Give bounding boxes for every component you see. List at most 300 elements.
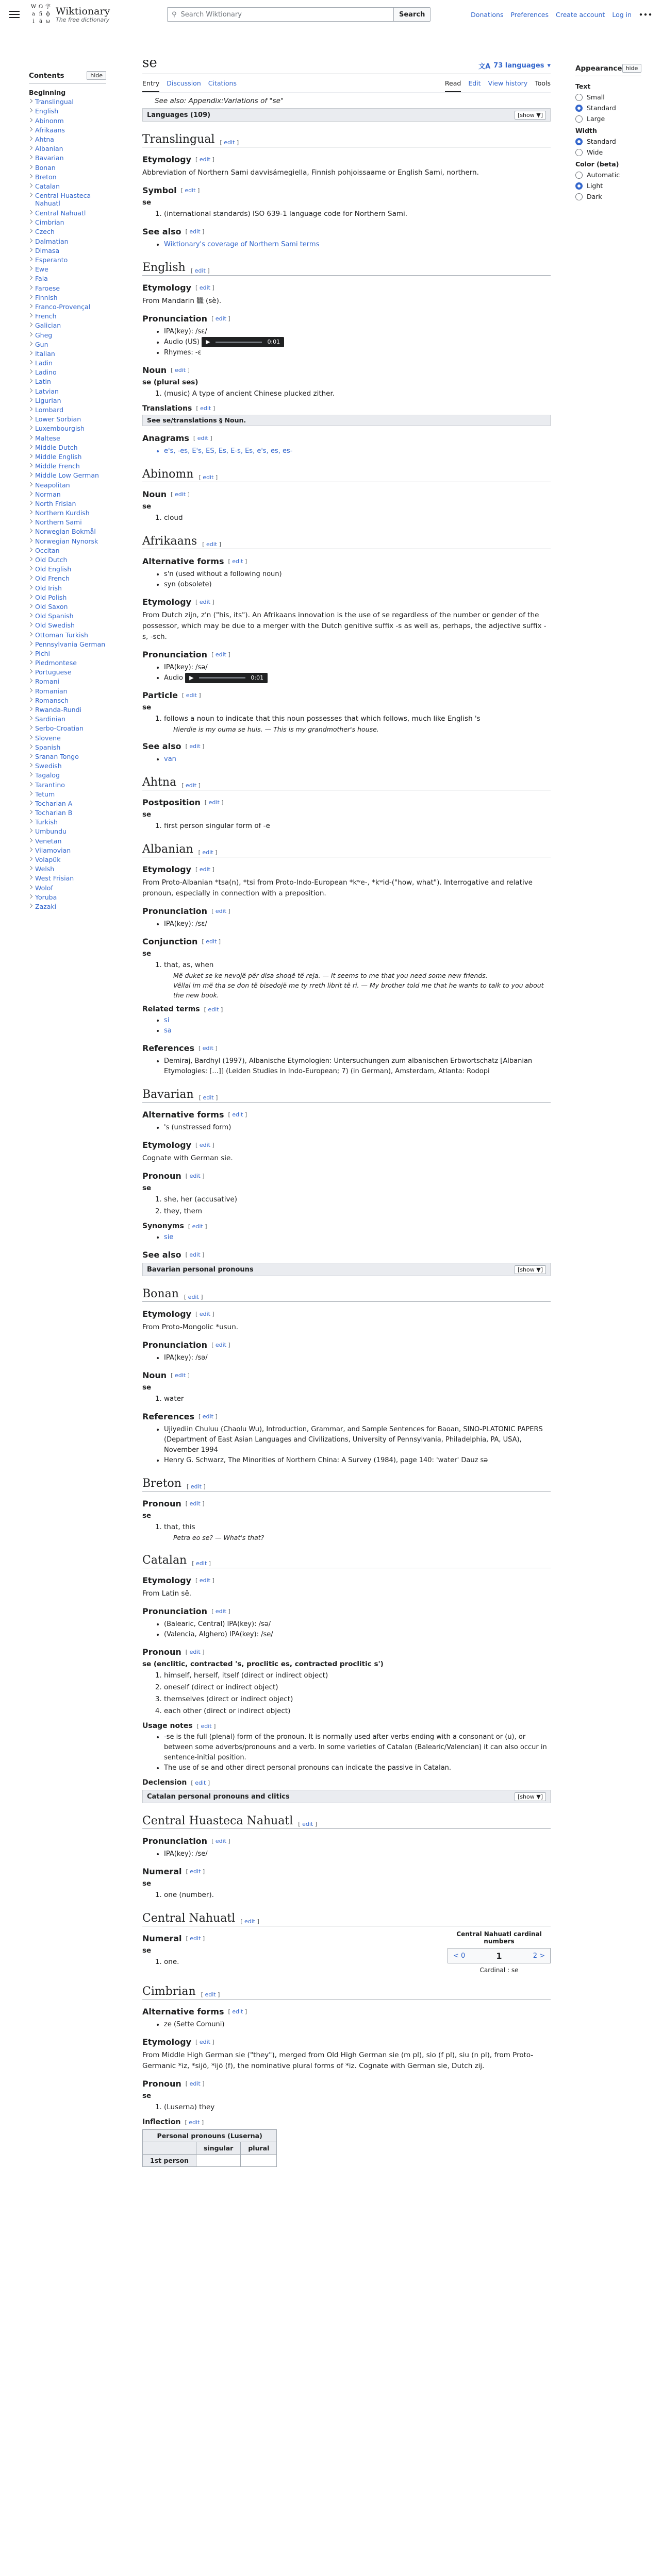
toc-item[interactable]: Latin [29, 378, 106, 387]
toc-item[interactable]: Lower Sorbian [29, 415, 106, 425]
toc-item[interactable]: Old Polish [29, 594, 106, 603]
heading: Translations [ edit ] [142, 404, 216, 413]
chevron-right-icon[interactable] [29, 219, 32, 224]
tab-tools[interactable]: Tools [535, 79, 551, 87]
edit-link[interactable]: edit [189, 1173, 201, 1179]
chevron-right-icon[interactable] [29, 725, 32, 730]
chevron-right-icon[interactable] [29, 332, 32, 336]
chevron-right-icon[interactable] [29, 445, 32, 449]
edit-link[interactable]: edit [189, 228, 201, 235]
tab-history[interactable]: View history [488, 79, 528, 87]
toc-item[interactable]: Luxembourgish [29, 425, 106, 434]
chevron-right-icon[interactable] [29, 828, 32, 833]
toc-item[interactable]: English [29, 107, 106, 116]
logo-glyph: ω [45, 19, 51, 24]
toc-item[interactable]: Spanish [29, 743, 106, 753]
edit-link[interactable]: edit [202, 1045, 213, 1052]
show-button[interactable]: [show ▼] [515, 1265, 546, 1274]
edit-link[interactable]: edit [302, 1821, 313, 1827]
toc-item[interactable]: French [29, 312, 106, 321]
alt-form: • s'n (used without a following noun) [164, 569, 551, 580]
toc-item[interactable]: Maltese [29, 434, 106, 444]
create-account-link[interactable]: Create account [556, 10, 605, 19]
toc-item[interactable]: Northern Kurdish [29, 509, 106, 518]
edit-link[interactable]: edit [208, 1006, 219, 1013]
chevron-right-icon[interactable] [29, 174, 32, 178]
toc-item[interactable]: Welsh [29, 865, 106, 874]
chevron-right-icon[interactable] [29, 193, 32, 197]
chevron-right-icon[interactable] [29, 229, 32, 233]
related-link[interactable]: sa [164, 1027, 172, 1035]
edit-link[interactable]: edit [224, 139, 235, 146]
edit-link[interactable]: edit [215, 1342, 226, 1348]
chevron-right-icon[interactable] [29, 210, 32, 214]
edit-link[interactable]: edit [199, 284, 210, 291]
chevron-right-icon[interactable] [29, 482, 32, 486]
toc-item[interactable]: Fala [29, 275, 106, 284]
play-icon[interactable]: ▶ [206, 338, 210, 345]
toc-item[interactable]: Tagalog [29, 771, 106, 781]
toc-item[interactable]: Pennsylvania German [29, 640, 106, 650]
toc-item[interactable]: Neapolitan [29, 481, 106, 490]
toc-item[interactable]: Zazaki [29, 903, 106, 912]
toc-item[interactable]: Dalmatian [29, 238, 106, 247]
search-placeholder: Search Wiktionary [180, 10, 242, 19]
chevron-right-icon[interactable] [29, 735, 32, 739]
toc-item[interactable]: Old English [29, 565, 106, 574]
edit-link[interactable]: edit [199, 1577, 210, 1584]
chevron-right-icon[interactable] [29, 137, 32, 141]
chevron-right-icon[interactable] [29, 155, 32, 159]
edit-link[interactable]: edit [199, 866, 210, 873]
chevron-right-icon[interactable] [29, 164, 32, 168]
toc-item[interactable]: Old Saxon [29, 603, 106, 612]
chevron-right-icon[interactable] [29, 819, 32, 823]
see-also-hatnote[interactable]: See also: Appendix:Variations of "se" [155, 97, 284, 105]
radio-icon[interactable] [575, 105, 583, 112]
toc-item[interactable]: Tetum [29, 790, 106, 800]
edit-link[interactable]: edit [199, 2039, 210, 2045]
chevron-right-icon[interactable] [29, 285, 32, 289]
site-logo[interactable] [30, 4, 154, 25]
toc-item[interactable]: Sranan Tongo [29, 753, 106, 762]
chevron-right-icon[interactable] [29, 248, 32, 252]
toc-item[interactable]: Middle Dutch [29, 444, 106, 453]
chevron-right-icon[interactable] [29, 632, 32, 636]
chevron-right-icon[interactable] [29, 548, 32, 552]
toc-item[interactable]: Romanian [29, 687, 106, 697]
language-selector[interactable] [478, 61, 551, 71]
edit-link[interactable]: edit [208, 799, 220, 806]
toc-item[interactable]: Romani [29, 677, 106, 687]
heading: Symbol [ edit ] [142, 185, 200, 195]
chevron-right-icon[interactable] [29, 435, 32, 439]
chevron-right-icon[interactable] [29, 698, 32, 702]
chevron-right-icon[interactable] [29, 146, 32, 150]
toc-item[interactable]: Finnish [29, 294, 106, 303]
chevron-right-icon[interactable] [29, 744, 32, 749]
toc-item[interactable]: Romansch [29, 697, 106, 706]
edit-link[interactable]: edit [200, 405, 211, 412]
chevron-right-icon[interactable] [29, 848, 32, 852]
edit-link[interactable]: edit [197, 434, 208, 442]
edit-link[interactable]: edit [205, 1991, 216, 1998]
toc-item[interactable]: Bavarian [29, 154, 106, 163]
chevron-right-icon[interactable] [29, 885, 32, 889]
heading: Numeral [ edit ] [142, 1934, 205, 1943]
chevron-right-icon[interactable] [29, 651, 32, 655]
toc-item[interactable]: Tocharian B [29, 809, 106, 818]
chevron-right-icon[interactable] [29, 323, 32, 327]
toc-item[interactable]: Pichi [29, 650, 106, 659]
chevron-right-icon[interactable] [29, 257, 32, 261]
toc-item[interactable]: Gun [29, 341, 106, 350]
toc-item[interactable]: Abinonm [29, 117, 106, 126]
radio-icon[interactable] [575, 94, 583, 101]
chevron-right-icon[interactable] [29, 772, 32, 776]
toc-item[interactable]: Rwanda-Rundi [29, 706, 106, 715]
toc-item[interactable]: Faroese [29, 284, 106, 294]
chevron-right-icon[interactable] [29, 857, 32, 861]
heading: Noun [ edit ] [142, 365, 190, 375]
chevron-right-icon[interactable] [29, 313, 32, 317]
toc-item[interactable]: Ewe [29, 265, 106, 275]
toc-item[interactable]: Afrikaans [29, 126, 106, 135]
toc-item[interactable]: Dimasa [29, 247, 106, 256]
toc-item[interactable]: Wolof [29, 884, 106, 893]
chevron-right-icon[interactable] [29, 304, 32, 308]
toc-item[interactable]: Old French [29, 574, 106, 584]
chevron-right-icon[interactable] [29, 566, 32, 570]
example: Më duket se ke nevojë për disa shoqë të reja. — It seems to me that you need some new friends. [173, 972, 488, 979]
see-also-link[interactable]: Wiktionary's coverage of Northern Sami terms [164, 241, 320, 248]
heading: Etymology [ edit ] [142, 865, 214, 874]
edit-link[interactable]: edit [215, 1838, 226, 1844]
radio-icon[interactable] [575, 149, 583, 156]
edit-link[interactable]: edit [199, 598, 210, 605]
edit-link[interactable]: edit [189, 1649, 201, 1655]
radio-label: Wide [587, 148, 603, 156]
play-icon[interactable]: ▶ [189, 674, 194, 681]
edit-link[interactable]: edit [201, 1722, 212, 1730]
toc-item[interactable]: Ottoman Turkish [29, 631, 106, 640]
chevron-right-icon[interactable] [29, 510, 32, 514]
chevron-right-icon[interactable] [29, 782, 32, 786]
edit-link[interactable]: edit [196, 1560, 207, 1567]
preferences-link[interactable]: Preferences [510, 10, 549, 19]
pronoun-table [142, 2129, 277, 2167]
toc-item[interactable]: Franco-Provençal [29, 303, 106, 312]
edit-link[interactable]: edit [232, 1111, 243, 1118]
chevron-right-icon[interactable] [29, 266, 32, 270]
chevron-right-icon[interactable] [29, 398, 32, 402]
chevron-right-icon[interactable] [29, 604, 32, 608]
cardinal-label: Cardinal : se [479, 1967, 519, 1974]
appearance-hide-button[interactable]: hide [622, 64, 642, 73]
toc-item[interactable]: Middle French [29, 462, 106, 471]
anagrams[interactable]: • e's, -es, E's, ES, Es, E-s, Es, e's, es, es- [164, 446, 551, 456]
toc-item[interactable]: Lombard [29, 406, 106, 415]
chevron-right-icon[interactable] [29, 99, 32, 103]
toc-item[interactable]: Cimbrian [29, 218, 106, 228]
toc-item[interactable]: Norwegian Bokmål [29, 528, 106, 537]
edit-link[interactable]: edit [185, 782, 197, 789]
prev-number[interactable]: < 0 [453, 1952, 466, 1960]
tab-discussion[interactable]: Discussion [167, 79, 201, 87]
edit-link[interactable]: edit [215, 1608, 226, 1615]
chevron-right-icon[interactable] [29, 416, 32, 420]
chevron-right-icon[interactable] [29, 426, 32, 430]
chevron-right-icon[interactable] [29, 238, 32, 242]
toc-item[interactable]: Ligurian [29, 397, 106, 406]
edit-link[interactable]: edit [199, 1142, 210, 1148]
toc-item[interactable]: Tarantino [29, 781, 106, 790]
toc-item[interactable]: Middle English [29, 453, 106, 462]
chevron-right-icon[interactable] [29, 754, 32, 758]
heading: Particle [ edit ] [142, 690, 201, 700]
menu-icon[interactable] [9, 11, 20, 18]
heading: Synonyms [ edit ] [142, 1222, 207, 1230]
show-languages-button[interactable]: [show ▼] [515, 111, 546, 120]
toc-item[interactable]: Yoruba [29, 893, 106, 903]
radio-icon[interactable] [575, 115, 583, 123]
chevron-right-icon[interactable] [29, 641, 32, 645]
search-input[interactable] [167, 7, 394, 22]
edit-link[interactable]: edit [186, 692, 197, 699]
tab-citations[interactable]: Citations [208, 79, 237, 87]
definition: 1. one (number). [164, 1890, 551, 1901]
radio-icon[interactable] [575, 138, 583, 145]
chevron-right-icon[interactable] [29, 529, 32, 533]
toc-item[interactable]: Portuguese [29, 668, 106, 677]
login-link[interactable]: Log in [612, 10, 632, 19]
edit-link[interactable]: edit [194, 267, 206, 274]
text-size-option[interactable] [575, 93, 641, 101]
edit-link[interactable]: edit [189, 1500, 201, 1507]
chevron-right-icon[interactable] [29, 791, 32, 795]
chevron-right-icon[interactable] [29, 108, 32, 112]
chevron-right-icon[interactable] [29, 660, 32, 664]
heading: Etymology [ edit ] [142, 597, 214, 607]
headword: se [142, 1184, 152, 1192]
edit-link[interactable]: edit [174, 366, 186, 374]
toc-item[interactable]: Old Spanish [29, 612, 106, 621]
edit-link[interactable]: edit [189, 2119, 200, 2126]
chevron-right-icon[interactable] [29, 866, 32, 870]
toc-item[interactable]: Norman [29, 490, 106, 500]
edit-link[interactable]: edit [232, 2008, 243, 2015]
chevron-right-icon[interactable] [29, 875, 32, 879]
text-size-option[interactable] [575, 115, 641, 123]
edit-link[interactable]: edit [190, 1483, 202, 1490]
see-also-link[interactable]: van [164, 755, 176, 763]
toc-item[interactable]: Norwegian Nynorsk [29, 537, 106, 547]
chevron-right-icon[interactable] [29, 801, 32, 805]
edit-link[interactable]: edit [192, 1223, 203, 1230]
toc-item[interactable]: Middle Low German [29, 471, 106, 481]
toc-item[interactable]: Czech [29, 228, 106, 237]
more-options-icon[interactable]: ••• [639, 10, 653, 19]
toc-item[interactable]: Sardinian [29, 715, 106, 724]
text-size-option[interactable] [575, 104, 641, 112]
edit-link[interactable]: edit [215, 908, 226, 914]
toc-item[interactable]: Northern Sami [29, 518, 106, 528]
audio-player[interactable] [202, 337, 284, 347]
color-option[interactable] [575, 193, 641, 200]
chevron-right-icon[interactable] [29, 557, 32, 561]
chevron-right-icon[interactable] [29, 369, 32, 374]
toc-item[interactable]: Breton [29, 173, 106, 182]
chevron-right-icon[interactable] [29, 276, 32, 280]
chevron-right-icon[interactable] [29, 341, 32, 345]
toc-item[interactable]: Central Nahuatl [29, 209, 106, 218]
chevron-right-icon[interactable] [29, 183, 32, 188]
chevron-right-icon[interactable] [29, 622, 32, 626]
example: Hierdie is my ouma se huis. — This is my grandmother's house. [173, 725, 379, 733]
chevron-right-icon[interactable] [29, 491, 32, 495]
donations-link[interactable]: Donations [471, 10, 504, 19]
edit-link[interactable]: edit [244, 1918, 256, 1925]
toc-item[interactable]: Old Dutch [29, 556, 106, 565]
heading: Noun [ edit ] [142, 1370, 190, 1380]
toc-item[interactable]: Serbo-Croatian [29, 724, 106, 734]
toc-item[interactable]: Ladino [29, 368, 106, 378]
translations-bar[interactable]: See se/translations § Noun. [142, 415, 551, 426]
width-option[interactable] [575, 148, 641, 156]
toc-item[interactable]: Volapük [29, 856, 106, 865]
edit-link[interactable]: edit [203, 473, 214, 481]
radio-icon[interactable] [575, 182, 583, 190]
edit-link[interactable]: edit [199, 156, 210, 163]
toc-item[interactable]: Catalan [29, 182, 106, 192]
toc-item[interactable]: Esperanto [29, 256, 106, 265]
edit-link[interactable]: edit [185, 187, 196, 194]
related-link[interactable]: si [164, 1016, 170, 1024]
radio-icon[interactable] [575, 193, 583, 200]
toc-item[interactable]: Bonan [29, 164, 106, 173]
toc-item[interactable]: Italian [29, 350, 106, 359]
chevron-right-icon[interactable] [29, 688, 32, 692]
edit-link[interactable]: edit [189, 2080, 201, 2087]
chevron-right-icon[interactable] [29, 763, 32, 767]
toc-item[interactable]: Translingual [29, 98, 106, 107]
edit-link[interactable]: edit [206, 938, 217, 945]
chevron-right-icon[interactable] [29, 707, 32, 711]
edit-link[interactable]: edit [174, 1372, 186, 1379]
toc-item[interactable]: Central Huasteca Nahuatl [29, 192, 106, 209]
chevron-right-icon[interactable] [29, 379, 32, 383]
toc-item[interactable]: Galician [29, 321, 106, 331]
toc-item[interactable]: Old Swedish [29, 621, 106, 631]
tab-entry[interactable]: Entry [142, 77, 159, 92]
toc-item[interactable]: Old Irish [29, 584, 106, 594]
toc-item[interactable]: Occitan [29, 547, 106, 556]
edit-link[interactable]: edit [189, 1251, 201, 1258]
edit-link[interactable]: edit [202, 1413, 213, 1420]
color-option[interactable] [575, 171, 641, 179]
edit-link[interactable]: edit [203, 1094, 214, 1101]
synonym-link[interactable]: sie [164, 1233, 174, 1241]
chevron-right-icon[interactable] [29, 360, 32, 364]
next-number[interactable]: 2 > [533, 1952, 545, 1960]
toc-item[interactable]: Turkish [29, 818, 106, 827]
toc-item[interactable]: Swedish [29, 762, 106, 771]
edit-link[interactable]: edit [232, 557, 243, 565]
edit-link[interactable]: edit [189, 743, 201, 750]
toc-item[interactable]: Tocharian A [29, 800, 106, 809]
toc-item[interactable]: Albanian [29, 145, 106, 154]
chevron-right-icon[interactable] [29, 679, 32, 683]
chevron-right-icon[interactable] [29, 127, 32, 131]
chevron-right-icon[interactable] [29, 519, 32, 523]
chevron-right-icon[interactable] [29, 810, 32, 814]
chevron-right-icon[interactable] [29, 613, 32, 617]
toc-item[interactable]: Ladin [29, 359, 106, 368]
edit-link[interactable]: edit [195, 1779, 206, 1786]
chevron-right-icon[interactable] [29, 117, 32, 122]
toc-item[interactable]: Ahtna [29, 135, 106, 145]
toc-item[interactable]: Gheg [29, 331, 106, 341]
width-option[interactable] [575, 138, 641, 145]
color-option[interactable] [575, 182, 641, 190]
edit-link[interactable]: edit [190, 1868, 201, 1875]
chevron-right-icon[interactable] [29, 595, 32, 599]
toc-item[interactable]: Piedmontese [29, 659, 106, 668]
toc-beginning[interactable]: Beginning [29, 89, 66, 96]
search-button[interactable]: Search [394, 7, 431, 22]
site-header [0, 0, 662, 29]
toc-item[interactable]: Vilamovian [29, 846, 106, 856]
toc-item[interactable]: North Frisian [29, 500, 106, 509]
toc-item[interactable]: Slovene [29, 734, 106, 743]
toc-item[interactable]: Umbundu [29, 827, 106, 837]
chevron-right-icon[interactable] [29, 669, 32, 673]
tab-edit[interactable]: Edit [468, 79, 481, 87]
edit-link[interactable]: edit [202, 849, 213, 856]
chevron-right-icon[interactable] [29, 904, 32, 908]
edit-link[interactable]: edit [174, 490, 186, 498]
chevron-right-icon[interactable] [29, 575, 32, 580]
edit-link[interactable]: edit [206, 540, 218, 548]
audio-player[interactable] [185, 673, 268, 683]
chevron-right-icon[interactable] [29, 838, 32, 842]
edit-link[interactable]: edit [199, 1311, 210, 1317]
toc-hide-button[interactable]: hide [87, 71, 106, 80]
chevron-right-icon[interactable] [29, 463, 32, 467]
edit-link[interactable]: edit [215, 315, 226, 322]
chevron-right-icon[interactable] [29, 351, 32, 355]
radio-icon[interactable] [575, 172, 583, 179]
chevron-right-icon[interactable] [29, 894, 32, 899]
chevron-right-icon[interactable] [29, 501, 32, 505]
chevron-right-icon[interactable] [29, 454, 32, 458]
edit-link[interactable]: edit [215, 651, 226, 658]
edit-link[interactable]: edit [190, 1935, 201, 1942]
chevron-right-icon[interactable] [29, 716, 32, 720]
chevron-right-icon[interactable] [29, 585, 32, 589]
chevron-right-icon[interactable] [29, 407, 32, 411]
toc-item[interactable]: Venetan [29, 837, 106, 846]
edit-link[interactable]: edit [188, 1294, 199, 1300]
show-button[interactable]: [show ▼] [515, 1792, 546, 1801]
toc-item[interactable]: West Frisian [29, 874, 106, 884]
toc-item[interactable]: Latvian [29, 387, 106, 397]
chevron-right-icon[interactable] [29, 538, 32, 542]
chevron-right-icon[interactable] [29, 295, 32, 299]
chevron-right-icon[interactable] [29, 472, 32, 477]
tab-read[interactable]: Read [445, 77, 461, 92]
chevron-right-icon[interactable] [29, 388, 32, 392]
